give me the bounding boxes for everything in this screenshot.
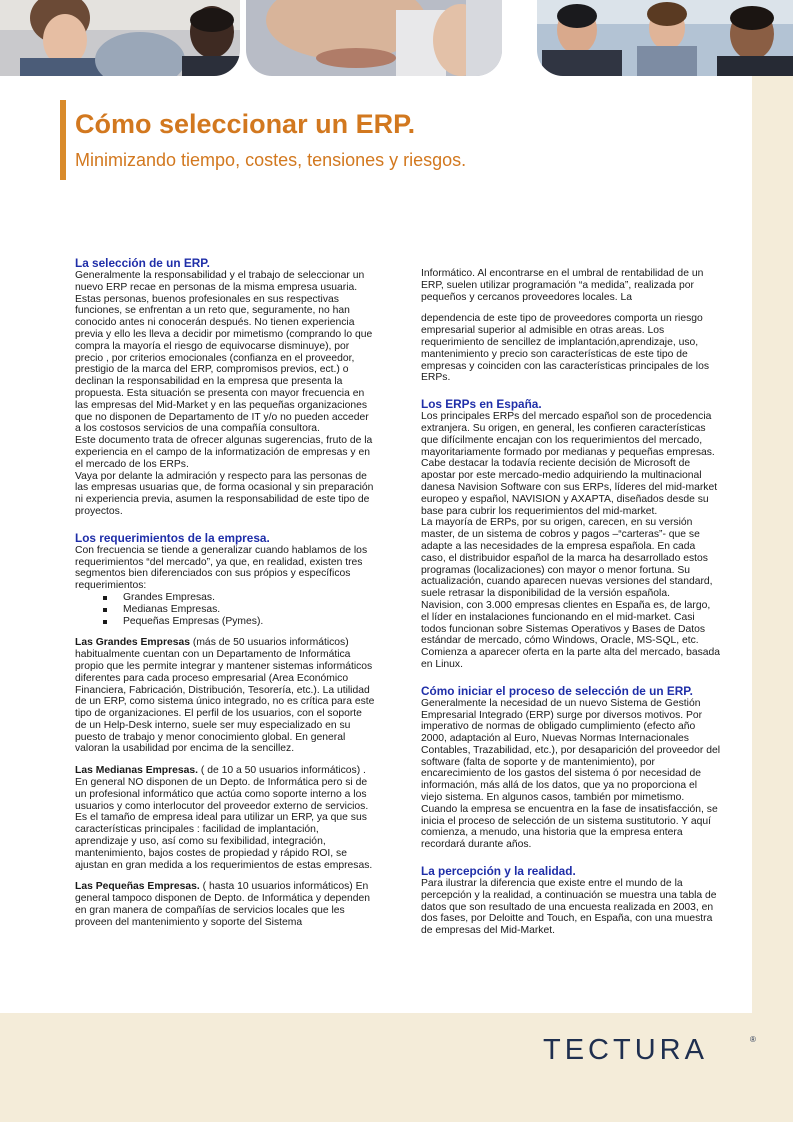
right-column <box>421 268 721 937</box>
section-heading-percepcion: La percepción y la realidad. <box>421 864 576 879</box>
lead-grandes: Las Grandes Empresas <box>75 637 190 649</box>
paragraph: Los principales ERPs del mercado español son de procedencia extranjera. Su origen, en general, les confieren características que difícilmente encajan con los requerimientos del mercado, mayoritariamente formado por medianas y pequeñas empresas. Cabe destacar la todavía reciente decisión de Microsoft de apostar por este mercado-medio adquiriendo la multinacional danesa Navision Software con sus ERPs, líderes del mid-market europeo y español, NAVISION y AXAPTA, diseñados desde su base para cubrir los requerimientos del mid-market. <box>421 411 718 517</box>
cream-right-band <box>752 0 793 1122</box>
header-photo-phone-call <box>246 0 502 76</box>
paragraph: Generalmente la necesidad de un nuevo Sistema de Gestión Empresarial Integrado (ERP) surge por diversos motivos. Por imperativo de normas de obligado cumplimiento (efecto año 2000, adaptación al Euro, Nuevas Normas Internacionales Contables, Trazabilidad, etc.), por desaparición del proveedor del software (falta de soporte y de mantenimiento), por encarecimiento de los gastos del sistema ó por necesidad de información, más allá de los datos, que ya no proporciona el viejo sistema. En algunos casos, también por mimetismo. Cuando la empresa se encuentra en la fase de insatisfacción, se inicia el proceso de selección de un sistema sustitutorio. Y aquí comienza, a menudo, una historia que la empresa entera recordará durante años. <box>421 697 720 851</box>
lead-pequenas: Las Pequeñas Empresas. <box>75 881 200 893</box>
paragraph: Generalmente la responsabilidad y el trabajo de seleccionar un nuevo ERP recae en personas de la misma empresa usuaria. Estas personas, buenos profesionales en sus respectivas funciones, se enfrentan a un reto que, seguramente, no han conocido antes ni conocerán después. No tienen experiencia previa y ello les lleva a decidir por mimetismo (comprando lo que compra la mayoría el riesgo de equivocarse disminuye), por precio , por criterios emocionales (confianza en el proveedor, prestigio de la marca del ERP, compromisos previos, ect.) o declinan la responsabilidad en la empresa que presenta la propuesta. Esta situación se presenta con mayor frecuencia en las empresas del Mid-Market y en las pequeñas organizaciones que no disponen de Departamento de IT y/o no pueden acceder a los costosos servicios de una compañía consultora. <box>75 270 373 435</box>
paragraph: dependencia de este tipo de proveedores comporta un riesgo empresarial superior al admisible en otras areas. Los requerimiento de sencillez de implantación,aprendizaje, uso, mantenimiento y precio son características de este tipo de empresas y coinciden con las características principales de los ERPs. <box>421 313 710 384</box>
registered-mark: ® <box>750 1035 756 1044</box>
header-photo-businesspeople <box>0 0 240 76</box>
paragraph: Con frecuencia se tiende a generalizar cuando hablamos de los requerimientos “del mercado”, ya que, en realidad, existen tres segmentos bien diferenciados con sus própios y específicos requerimientos: <box>75 544 368 592</box>
paragraph: Vaya por delante la admiración y respecto para las personas de las empresas usuarias que, de forma ocasional y sin preparación ni experiencia previa, asumen la responsabilidad de este tipo de proyectos. <box>75 470 374 517</box>
segment-list <box>75 592 375 627</box>
list-item: Grandes Empresas. <box>123 592 375 604</box>
list-item: Medianas Empresas. <box>123 604 375 616</box>
section-heading-espana: Los ERPs en España. <box>421 397 542 412</box>
logo-wordmark: TECTURA <box>543 1034 708 1063</box>
paragraph: Este documento trata de ofrecer algunas sugerencias, fruto de la experiencia en el campo de la informatización de empresas y en el mercado de los ERPs. <box>75 435 373 470</box>
text-grandes: (más de 50 usuarios informáticos) habitualmente cuentan con un Departamento de Informática propio que les permite integrar y mantener sistemas informáticos diferentes para cada proceso empresarial (Area Económico Financiera, Fabricación, Distribución, Tesorería, etc.). La utilidad de un ERP, como sistema único integrado, no es crítica para este tipo de organizaciones. El perfil de los usuarios, con el soporte de un Help-Desk interno, suele ser muy especializado en su puesto de trabajo y menor conocimiento global. En general valoran la usabilidad por encima de la sencillez. <box>75 637 375 755</box>
left-column <box>75 257 375 929</box>
list-item: Pequeñas Empresas (Pymes). <box>123 616 375 628</box>
tectura-logo <box>543 1033 758 1063</box>
header-photo-office-team <box>537 0 793 76</box>
section-heading-requerimientos: Los requerimientos de la empresa. <box>75 530 270 545</box>
paragraph: Para ilustrar la diferencia que existe entre el mundo de la percepción y la realidad, a continuación se muestra una tabla de datos que son resultado de una encuesta realizada en 2003, en dos fases, por Deloitte and Touch, en España, con una muestra de empresas del Mid-Market. <box>421 878 717 937</box>
paragraph-grandes <box>75 637 375 755</box>
cream-footer-band <box>0 1013 793 1122</box>
text-pequenas: ( hasta 10 usuarios informáticos) En general tampoco disponen de Depto. de Informática y dependen en gran manera de compañías de servicios locales que les proveen del mantenimiento y soporte del Sistema <box>75 881 370 928</box>
paragraph: Navision, con 3.000 empresas clientes en España es, de largo, el líder en instalaciones funcionando en el mid-market. Casi todos funcionan sobre Sistemas Operativos y Bases de Datos estándar de mercado, cómo Windows, Oracle, MS-SQL, etc. Comienza a aparecer oferta en la parte alta del mercado, basada en Linux. <box>421 599 720 670</box>
section-heading-seleccion: La selección de un ERP. <box>75 256 210 270</box>
paragraph: Informático. Al encontrarse en el umbral de rentabilidad de un ERP, suelen utilizar programación “a medida”, realizada por pequeños y cercanos proveedores locales. La <box>421 268 704 303</box>
paragraph: La mayoría de ERPs, por su origen, carecen, en su versión master, de un sistema de cobros y pagos –“carteras”- que se adapte a las necesidades de la empresa española. En cada caso, el distribuidor español de la marca ha desarrollado estos programas (localizaciones) con mayor o menor fortuna. Su actualización, cuando aparecen nuevas versiones del standard, suele retrasar la disponibilidad de la versión española. <box>421 517 713 600</box>
text-medianas: ( de 10 a 50 usuarios informáticos) . En general NO disponen de un Depto. de Informática pero si de un profesional informático que actúa como soporte interno a los usuarios y como interlocutor del proveedor externo de servicios. Es el tamaño de empresa ideal para utilizar un ERP, ya que sus características principales : facilidad de implantación, aprendizaje y uso, así como su fexibilidad, integración, mantenimiento, bajos costes de propiedad y rápido ROI, se ajustan en gran medida a los requerimientos de estas empresas. <box>75 765 373 871</box>
paragraph-pequenas <box>75 881 375 928</box>
lead-medianas: Las Medianas Empresas. <box>75 765 199 777</box>
paragraph-medianas <box>75 765 375 871</box>
title-accent-bar <box>60 100 66 180</box>
section-heading-iniciar: Cómo iniciar el proceso de selección de un ERP. <box>421 683 693 698</box>
page-title: Cómo seleccionar un ERP. <box>75 109 416 139</box>
page-subtitle: Minimizando tiempo, costes, tensiones y riesgos. <box>75 150 467 170</box>
